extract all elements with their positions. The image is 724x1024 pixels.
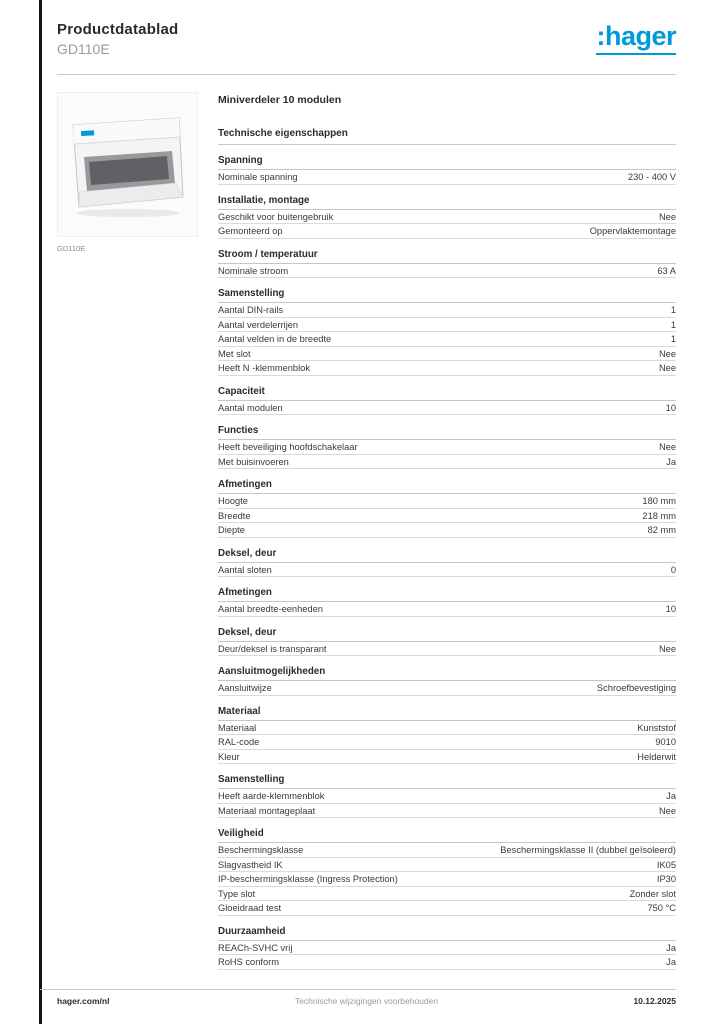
spec-section <box>218 193 676 239</box>
header-divider <box>57 74 676 75</box>
spec-row <box>218 872 676 887</box>
spec-section <box>218 286 676 376</box>
spec-label: RAL-code <box>218 737 260 747</box>
spec-section-title: Materiaal <box>218 704 676 721</box>
spec-row <box>218 361 676 376</box>
spec-label: IP-beschermingsklasse (Ingress Protection) <box>218 874 398 884</box>
spec-section <box>218 546 676 578</box>
spec-section-title: Afmetingen <box>218 585 676 602</box>
footer-notice: Technische wijzigingen voorbehouden <box>294 996 439 1006</box>
spec-label: Heeft N -klemmenblok <box>218 363 310 373</box>
spec-label: Kleur <box>218 751 240 762</box>
spec-label: Aansluitwijze <box>218 683 272 693</box>
spec-row <box>218 858 676 873</box>
spec-value: Nee <box>658 805 676 816</box>
spec-section-title: Veiligheid <box>218 826 676 843</box>
spec-value: Nee <box>658 363 676 373</box>
spec-label: Aantal modulen <box>218 402 283 413</box>
spec-sections <box>218 153 676 970</box>
spec-label: Hoogte <box>218 496 248 506</box>
spec-row <box>218 789 676 804</box>
spec-value: Nee <box>658 442 676 452</box>
spec-value: 1 <box>670 319 676 330</box>
spec-label: Diepte <box>218 525 245 535</box>
spec-value: Zonder slot <box>629 888 676 899</box>
spec-row <box>218 887 676 902</box>
spec-label: Deur/deksel is transparant <box>218 643 327 654</box>
spec-section <box>218 384 676 416</box>
spec-row <box>218 509 676 524</box>
spec-section <box>218 924 676 970</box>
spec-value: Oppervlaktemontage <box>589 226 676 236</box>
spec-label: Breedte <box>218 510 251 521</box>
spec-label: Heeft aarde-klemmenblok <box>218 791 325 801</box>
spec-label: Materiaal <box>218 722 257 733</box>
spec-row <box>218 901 676 916</box>
spec-value: Ja <box>666 942 676 953</box>
spec-label: Met slot <box>218 348 251 359</box>
spec-row <box>218 523 676 538</box>
spec-row <box>218 264 676 279</box>
spec-row <box>218 804 676 819</box>
spec-label: Met buisinvoeren <box>218 456 289 467</box>
left-edge-rule <box>39 0 42 1024</box>
spec-label: Nominale spanning <box>218 172 298 182</box>
spec-row <box>218 332 676 347</box>
spec-value: Ja <box>666 957 676 967</box>
spec-value: Nee <box>658 211 676 222</box>
spec-section-title: Deksel, deur <box>218 625 676 642</box>
spec-section-title: Installatie, montage <box>218 193 676 210</box>
spec-value: 750 °C <box>647 903 676 913</box>
footer-website: hager.com/nl <box>57 996 110 1006</box>
spec-section <box>218 477 676 538</box>
spec-value: 63 A <box>657 265 676 276</box>
spec-value: Schroefbevestiging <box>596 683 676 693</box>
spec-label: Type slot <box>218 888 256 899</box>
page-title: Productdatablad <box>57 21 179 38</box>
spec-section <box>218 704 676 765</box>
spec-row <box>218 494 676 509</box>
spec-label: Slagvastheid IK <box>218 859 283 870</box>
spec-section <box>218 153 676 185</box>
spec-row <box>218 750 676 765</box>
spec-row <box>218 347 676 362</box>
spec-label: RoHS conform <box>218 957 279 967</box>
product-photo <box>57 92 198 237</box>
spec-value: 82 mm <box>647 525 676 535</box>
hager-logo-text: :hager <box>596 21 676 51</box>
spec-value: 9010 <box>655 737 676 747</box>
spec-section-title: Samenstelling <box>218 286 676 303</box>
spec-section <box>218 423 676 469</box>
spec-row <box>218 602 676 617</box>
spec-value: 10 <box>665 604 676 614</box>
spec-section-title: Samenstelling <box>218 772 676 789</box>
spec-label: Nominale stroom <box>218 265 289 276</box>
spec-row <box>218 303 676 318</box>
spec-row <box>218 563 676 578</box>
spec-section <box>218 826 676 916</box>
spec-label: Gemonteerd op <box>218 226 283 236</box>
header <box>57 21 676 57</box>
spec-row <box>218 401 676 416</box>
spec-value: Ja <box>666 791 676 801</box>
spec-section-title: Stroom / temperatuur <box>218 247 676 264</box>
spec-label: Aantal velden in de breedte <box>218 334 332 344</box>
spec-value: 10 <box>665 402 676 413</box>
spec-label: Aantal DIN-rails <box>218 305 284 315</box>
product-code: GD110E <box>57 41 110 57</box>
spec-row <box>218 721 676 736</box>
spec-section-title: Aansluitmogelijkheden <box>218 664 676 681</box>
spec-label: Heeft beveiliging hoofdschakelaar <box>218 442 358 452</box>
spec-row <box>218 642 676 657</box>
spec-section-title: Spanning <box>218 153 676 170</box>
spec-label: Geschikt voor buitengebruik <box>218 211 334 222</box>
spec-value: IP30 <box>656 874 676 884</box>
hager-logo <box>596 23 676 55</box>
spec-value: 1 <box>670 334 676 344</box>
spec-value: 1 <box>670 305 676 315</box>
spec-row <box>218 318 676 333</box>
spec-row <box>218 955 676 970</box>
footer-date: 10.12.2025 <box>633 996 676 1006</box>
spec-value: Nee <box>658 643 676 654</box>
spec-label: Materiaal montageplaat <box>218 805 316 816</box>
spec-value: IK05 <box>656 859 676 870</box>
spec-value: 0 <box>670 564 676 575</box>
spec-label: Aantal verdelerrijen <box>218 319 299 330</box>
spec-section <box>218 772 676 818</box>
product-photo-caption: GD110E <box>57 244 86 253</box>
spec-row <box>218 224 676 239</box>
spec-section <box>218 664 676 696</box>
product-figure <box>57 92 198 253</box>
spec-section-title: Functies <box>218 423 676 440</box>
footer-divider <box>40 989 676 990</box>
footer <box>57 996 676 1006</box>
spec-label: Aantal breedte-eenheden <box>218 604 323 614</box>
spec-row <box>218 681 676 696</box>
spec-section-title: Deksel, deur <box>218 546 676 563</box>
enclosure-illustration <box>58 93 197 236</box>
spec-value: Helderwit <box>637 751 676 762</box>
spec-label: REACh-SVHC vrij <box>218 942 293 953</box>
spec-value: Beschermingsklasse II (dubbel geïsoleerd) <box>500 845 676 855</box>
spec-row <box>218 170 676 185</box>
spec-label: Aantal sloten <box>218 564 272 575</box>
spec-column <box>218 92 676 970</box>
spec-row <box>218 210 676 225</box>
spec-label: Beschermingsklasse <box>218 845 304 855</box>
tech-heading: Technische eigenschappen <box>218 128 676 145</box>
spec-section <box>218 247 676 279</box>
spec-value: 230 - 400 V <box>627 172 676 182</box>
spec-row <box>218 735 676 750</box>
product-name: Miniverdeler 10 modulen <box>218 94 342 106</box>
spec-value: 218 mm <box>642 510 676 521</box>
spec-value: Ja <box>666 456 676 467</box>
spec-row <box>218 455 676 470</box>
spec-section <box>218 585 676 617</box>
spec-value: Kunststof <box>637 722 676 733</box>
spec-row <box>218 440 676 455</box>
spec-row <box>218 843 676 858</box>
spec-row <box>218 941 676 956</box>
spec-value: Nee <box>658 348 676 359</box>
spec-section-title: Duurzaamheid <box>218 924 676 941</box>
spec-section <box>218 625 676 657</box>
spec-value: 180 mm <box>642 496 676 506</box>
spec-section-title: Afmetingen <box>218 477 676 494</box>
spec-section-title: Capaciteit <box>218 384 676 401</box>
spec-label: Gloeidraad test <box>218 903 282 913</box>
